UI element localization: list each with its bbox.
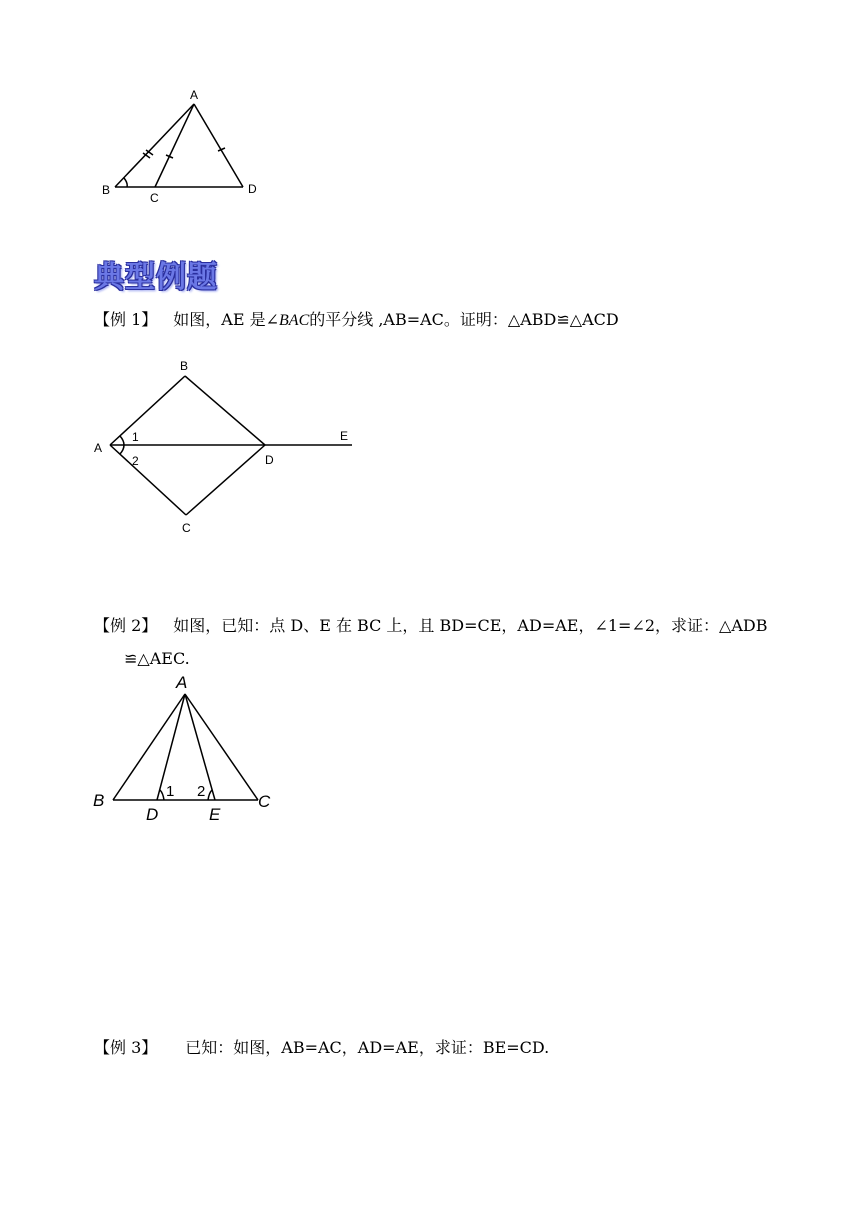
segment-CD xyxy=(186,445,265,515)
label-B: B xyxy=(93,791,105,810)
segment-AD xyxy=(194,104,243,187)
example-1 xyxy=(94,308,619,333)
example-3 xyxy=(94,1036,549,1060)
angle-arc-2 xyxy=(208,790,212,800)
example-1-tag: 【例 1】 xyxy=(94,310,158,329)
segment-AB xyxy=(115,104,194,187)
segment-AC xyxy=(110,445,186,515)
figure-top-triangle xyxy=(90,80,280,210)
example-2-text: 如图，已知：点 D、E 在 BC 上，且 BD=CE，AD=AE，∠1=∠2，求证：△ADB xyxy=(173,616,768,635)
example-1-angle: ∠BAC xyxy=(265,312,310,329)
label-D: D xyxy=(265,453,274,467)
example-2-line-1 xyxy=(94,614,767,638)
segment-AB xyxy=(110,376,185,445)
figure-example-2 xyxy=(85,668,285,826)
label-B: B xyxy=(102,183,111,197)
angle-arc-B xyxy=(124,178,127,187)
label-B: B xyxy=(180,359,189,373)
label-two: 2 xyxy=(197,783,206,800)
section-heading: 典型例题 xyxy=(94,260,218,295)
example-3-text: 已知：如图，AB=AC，AD=AE，求证：BE=CD. xyxy=(185,1038,550,1057)
segment-AC xyxy=(185,694,258,800)
example-3-tag: 【例 3】 xyxy=(94,1038,158,1057)
label-one: 1 xyxy=(132,430,139,444)
label-one: 1 xyxy=(166,783,175,800)
label-E: E xyxy=(209,805,221,824)
label-E: E xyxy=(340,429,349,443)
example-2-line-2: ≌△AEC. xyxy=(124,649,190,668)
segment-BD xyxy=(185,376,265,445)
label-D: D xyxy=(248,182,257,196)
label-C: C xyxy=(258,792,271,811)
example-1-text-after: 的平分线 ,AB=AC。证明：△ABD≌△ACD xyxy=(309,310,619,329)
example-1-text-before: 如图，AE 是 xyxy=(173,310,266,329)
label-C: C xyxy=(182,521,191,535)
angle-arc-1 xyxy=(160,790,164,800)
label-A: A xyxy=(190,88,199,102)
label-A: A xyxy=(94,441,103,455)
example-2-tag: 【例 2】 xyxy=(94,616,158,635)
label-A: A xyxy=(176,673,188,692)
figure-example-1 xyxy=(85,350,365,545)
label-C: C xyxy=(150,191,159,205)
segment-AC xyxy=(155,104,194,187)
label-two: 2 xyxy=(132,454,139,468)
label-D: D xyxy=(146,805,159,824)
